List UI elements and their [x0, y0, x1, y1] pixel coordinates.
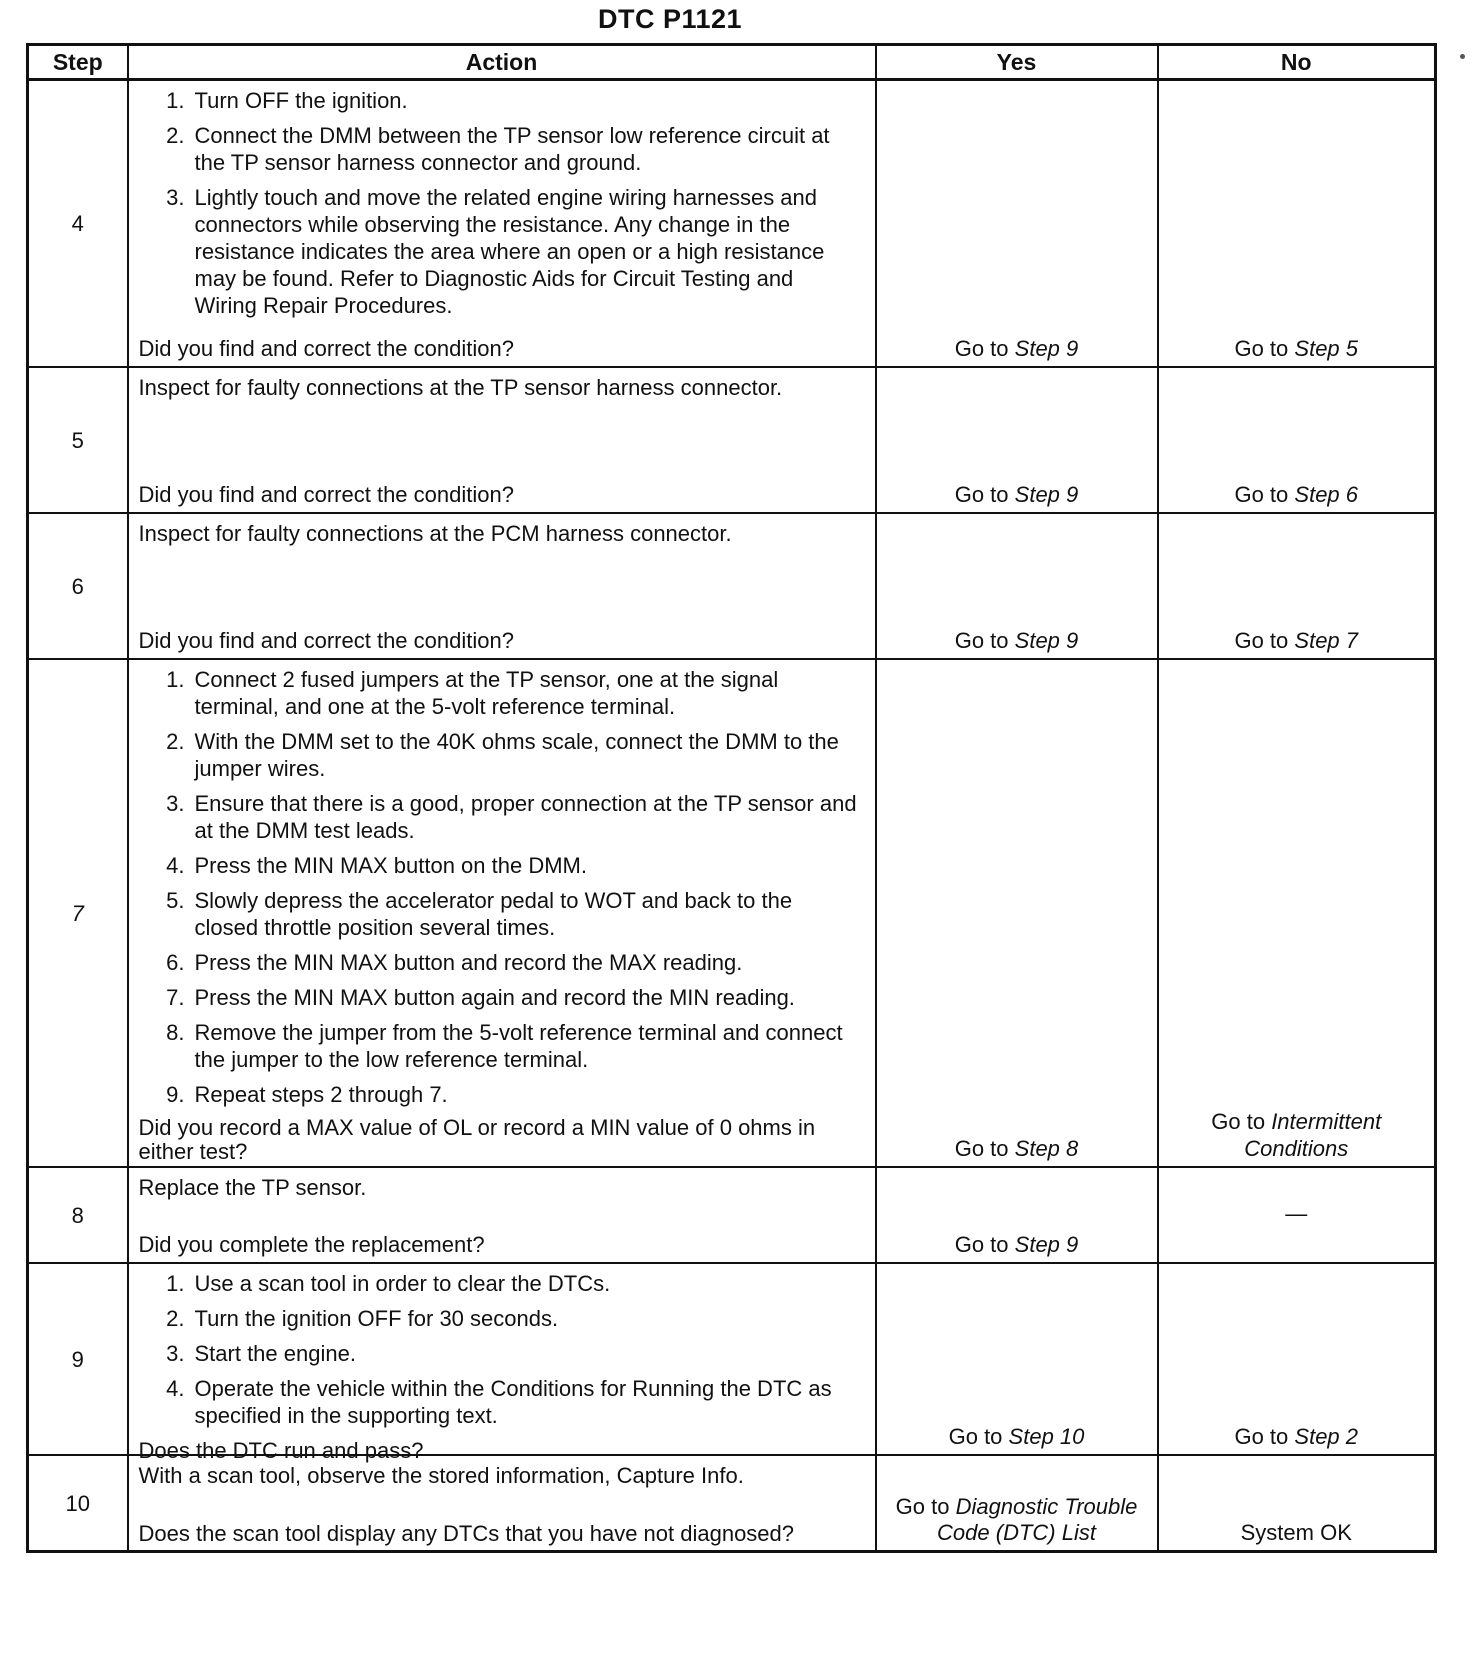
list-item: 5. Slowly depress the accelerator pedal to WOT and back to the closed throttle position several times.: [166, 888, 793, 940]
question-text: Did you find and correct the condition?: [138, 336, 514, 361]
list-item: 2. With the DMM set to the 40K ohms scale, connect the DMM to the jumper wires.: [166, 729, 839, 781]
list-item: 7. Press the MIN MAX button again and record the MIN reading.: [166, 985, 795, 1010]
no-cell: [1158, 1167, 1436, 1263]
table-row: [28, 1455, 1436, 1552]
list-item: 1. Use a scan tool in order to clear the DTCs.: [166, 1271, 611, 1296]
no-cell: Go to Step 2: [1158, 1263, 1436, 1455]
action-cell: [128, 659, 876, 1167]
action-cell: [128, 80, 876, 368]
dash-mark: —: [1285, 1200, 1308, 1226]
list-item: 3. Start the engine.: [166, 1341, 356, 1366]
list-item: 4. Press the MIN MAX button on the DMM.: [166, 853, 587, 878]
no-cell: Go to Step 7: [1158, 513, 1436, 659]
question-text: Does the DTC run and pass?: [138, 1438, 424, 1463]
header-no: No: [1158, 45, 1436, 80]
action-list: [139, 87, 859, 327]
action-cell: [128, 1167, 876, 1263]
step-number: 6: [28, 513, 128, 659]
action-text: Inspect for faulty connections at the PCM harness connector.: [138, 521, 732, 546]
table-row: [28, 1263, 1436, 1455]
step-number: 10: [28, 1455, 128, 1552]
list-item: 3. Lightly touch and move the related engine wiring harnesses and connectors while observing the resistance. Any change in the resistance indicates the area where an open or a high resistance may be found. Refer to Diagnostic Aids for Circuit Testing and Wiring Repair Procedures.: [166, 185, 825, 318]
header-row: [28, 45, 1436, 80]
page-title: DTC P1121: [597, 4, 743, 34]
step-number: 7: [28, 659, 128, 1167]
question-text: Did you find and correct the condition?: [138, 628, 514, 653]
action-cell: [128, 513, 876, 659]
table-row: [28, 1167, 1436, 1263]
action-cell: [128, 367, 876, 513]
list-item: 8. Remove the jumper from the 5-volt reference terminal and connect the jumper to the low reference terminal.: [166, 1020, 843, 1072]
no-cell: Go to Step 5: [1158, 80, 1436, 368]
system-ok-text: System OK: [1240, 1520, 1352, 1545]
action-text: With a scan tool, observe the stored information, Capture Info.: [138, 1463, 744, 1488]
yes-cell: Go to Step 9: [876, 367, 1158, 513]
action-cell: [128, 1263, 876, 1463]
list-item: 2. Turn the ignition OFF for 30 seconds.: [166, 1306, 559, 1331]
list-item: 4. Operate the vehicle within the Conditions for Running the DTC as specified in the supporting text.: [166, 1376, 832, 1428]
list-item: 2. Connect the DMM between the TP sensor low reference circuit at the TP sensor harness connector and ground.: [166, 123, 830, 175]
no-cell: [1158, 1455, 1436, 1552]
step-number: 4: [28, 80, 128, 368]
step-number: 9: [28, 1263, 128, 1455]
margin-mark: [1460, 54, 1465, 59]
table-row: [28, 367, 1436, 513]
no-cell: Go to Intermittent Conditions: [1158, 659, 1436, 1167]
question-text: Did you complete the replacement?: [138, 1232, 485, 1257]
diagnostic-table: [26, 43, 1437, 1553]
header-yes: Yes: [876, 45, 1158, 80]
header-action: Action: [128, 45, 876, 80]
step-number: 8: [28, 1167, 128, 1263]
question-text: Does the scan tool display any DTCs that you have not diagnosed?: [138, 1521, 795, 1546]
yes-cell: Go to Step 9: [876, 80, 1158, 368]
list-item: 6. Press the MIN MAX button and record the MAX reading.: [166, 950, 743, 975]
action-text: Replace the TP sensor.: [138, 1175, 367, 1200]
question-text: Did you record a MAX value of OL or record a MIN value of 0 ohms in either test?: [138, 1115, 816, 1164]
question-text: Did you find and correct the condition?: [138, 482, 514, 507]
table-row: [28, 80, 1436, 368]
action-text: Inspect for faulty connections at the TP sensor harness connector.: [138, 375, 783, 400]
list-item: 1. Turn OFF the ignition.: [166, 88, 408, 113]
yes-cell: Go to Step 9: [876, 1167, 1158, 1263]
yes-cell: Go to Step 9: [876, 513, 1158, 659]
step-number: 5: [28, 367, 128, 513]
header-step: Step: [28, 45, 128, 80]
yes-cell: Go to Diagnostic Trouble Code (DTC) List: [876, 1455, 1158, 1552]
yes-cell: Go to Step 10: [876, 1263, 1158, 1455]
no-cell: Go to Step 6: [1158, 367, 1436, 513]
yes-cell: Go to Step 8: [876, 659, 1158, 1167]
list-item: 9. Repeat steps 2 through 7.: [166, 1082, 448, 1107]
list-item: 1. Connect 2 fused jumpers at the TP sensor, one at the signal terminal, and one at the 5-volt reference terminal.: [166, 667, 779, 719]
table-row: [28, 659, 1436, 1167]
action-list: [139, 1270, 859, 1437]
action-cell: [128, 1455, 876, 1552]
action-list: [139, 666, 859, 1116]
table-row: [28, 513, 1436, 659]
list-item: 3. Ensure that there is a good, proper connection at the TP sensor and at the DMM test leads.: [166, 791, 857, 843]
